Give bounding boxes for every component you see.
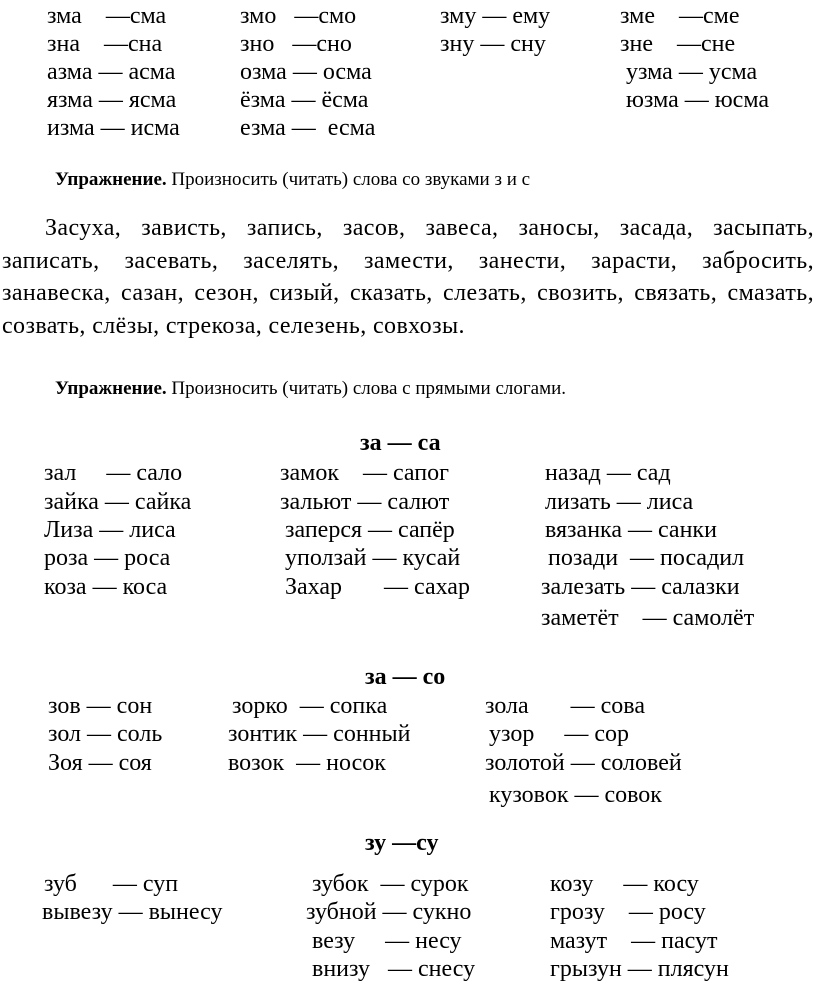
word-pair: зубок — сурок (312, 871, 469, 897)
syllable-pair: азма — асма (47, 59, 176, 85)
word-pair: лизать — лиса (545, 489, 694, 515)
exercise-text: Произносить (читать) слова со звуками з и с (166, 169, 531, 190)
word-pair: назад — сад (545, 460, 671, 486)
word-pair: роза — роса (44, 545, 171, 571)
word-pair: уползай — кусай (285, 545, 461, 571)
exercise-instruction (55, 379, 566, 398)
word-pair: зорко — сопка (232, 693, 388, 719)
syllable-pair: ёзма — ёсма (240, 87, 369, 113)
word-pair: Захар — сахар (285, 574, 470, 600)
word-pair: зубной — сукно (306, 899, 472, 925)
word-pair: замок — сапог (280, 460, 449, 486)
word-pair: узор — сор (489, 721, 629, 747)
word-pair: коза — коса (44, 574, 168, 600)
exercise-label: Упражнение. (55, 378, 167, 399)
syllable-pair: зне —сне (620, 31, 736, 57)
word-paragraph: Засуха, зависть, запись, засов, завеса, заносы, засада, засыпать, записать, засевать, заселять, замести, занести, зарасти, забросить, занавеска, сазан, сезон, сизый, сказать, слезать, свозить, связать, смазать, созвать, слёзы, стрекоза, селезень, совхозы. (2, 215, 814, 339)
syllable-pair: езма — есма (240, 115, 376, 141)
word-pair: вязанка — санки (545, 517, 717, 543)
word-pair: кузовок — совок (489, 782, 662, 808)
word-pair: зуб — суп (44, 871, 179, 897)
syllable-pair: зну — сну (440, 31, 546, 57)
word-pair: Лиза — лиса (44, 517, 176, 543)
syllable-pair: зна —сна (47, 31, 163, 57)
section-heading: за — со (365, 664, 446, 690)
syllable-pair: узма — усма (626, 59, 758, 85)
word-pair: Зоя — соя (48, 750, 152, 776)
exercise-text: Произносить (читать) слова с прямыми слогами. (166, 378, 567, 399)
word-pair: залезать — салазки (541, 574, 740, 600)
word-pair: мазут — пасут (550, 928, 718, 954)
section-heading: зу —су (365, 830, 439, 856)
exercise-label: Упражнение. (55, 169, 167, 190)
word-pair: зал — сало (44, 460, 183, 486)
syllable-pair: зма —сма (47, 3, 167, 29)
syllable-pair: юзма — юсма (626, 87, 770, 113)
word-pair: позади — посадил (548, 545, 745, 571)
word-pair: зальют — салют (280, 489, 450, 515)
word-pair: вывезу — вынесу (42, 899, 223, 925)
word-pair: зола — сова (485, 693, 645, 719)
syllable-pair: озма — осма (240, 59, 372, 85)
word-pair: зайка — сайка (44, 489, 192, 515)
word-pair: возок — носок (228, 750, 386, 776)
syllable-pair: зму — ему (440, 3, 551, 29)
word-pair: заперся — сапёр (285, 517, 455, 543)
syllable-pair: язма — ясма (47, 87, 177, 113)
word-pair: грызун — плясун (550, 956, 729, 982)
word-pair: везу — несу (312, 928, 462, 954)
section-heading: за — са (360, 430, 441, 456)
syllable-pair: зме —сме (620, 3, 740, 29)
word-pair: внизу — снесу (312, 956, 476, 982)
word-pair: зонтик — сонный (228, 721, 411, 747)
word-pair: зол — соль (48, 721, 163, 747)
word-pair: золотой — соловей (485, 750, 682, 776)
syllable-pair: зно —сно (240, 31, 352, 57)
word-pair: козу — косу (550, 871, 699, 897)
exercise-instruction (55, 170, 530, 189)
word-pair: грозу — росу (550, 899, 706, 925)
syllable-pair: змо —смо (240, 3, 357, 29)
syllable-pair: изма — исма (47, 115, 180, 141)
word-pair: зов — сон (48, 693, 153, 719)
word-pair: заметёт — самолёт (541, 605, 755, 631)
